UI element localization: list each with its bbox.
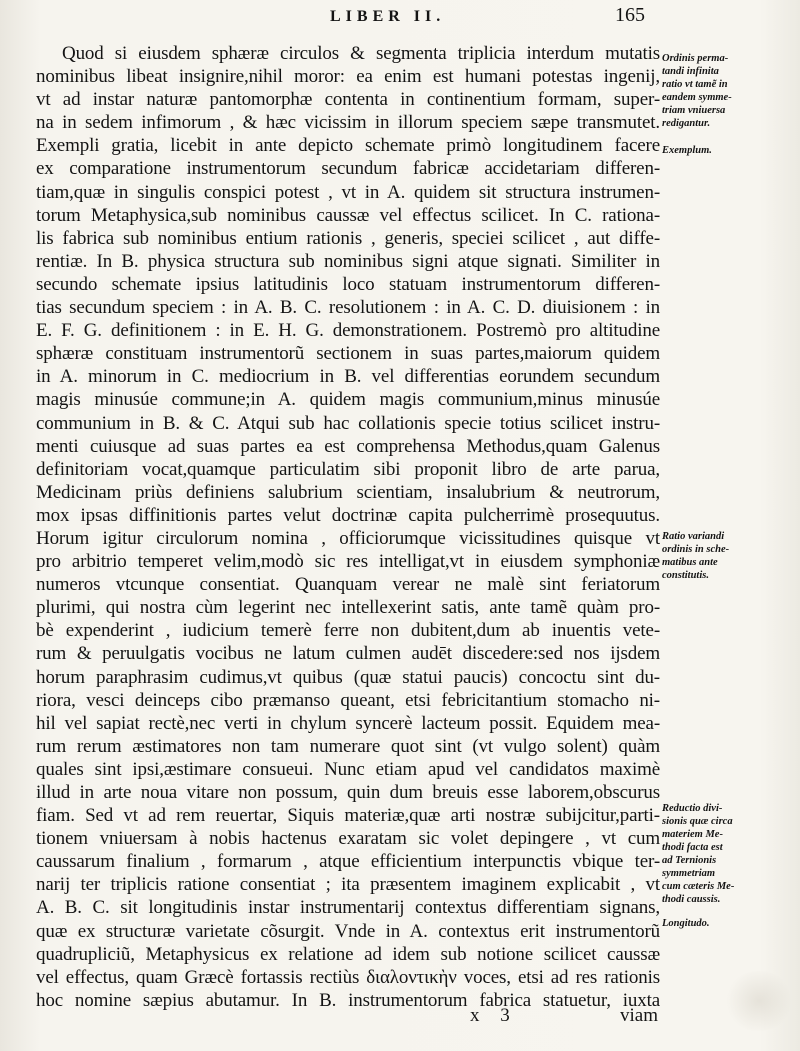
margin-note-line: triam vniuersa: [662, 105, 726, 116]
text-line: numeros vtcunque consentiat. Quanquam verear ne malè sint feriatorum: [36, 574, 660, 596]
margin-note-line: matibus ante: [662, 557, 718, 568]
margin-note-line: ad Ternionis: [662, 855, 717, 866]
text-line: rum & peruulgatis vocibus ne latum culmen audēt discedere:sed nos ijsdem: [36, 643, 660, 665]
text-line: Horum igitur circulorum nomina , officiorumque vicissitudines quisque vt: [36, 527, 660, 549]
text-line: secundo schemate ipsius latitudinis loco statuam instrumentorum differen-: [36, 273, 660, 295]
text-line: torum Metaphysica,sub nominibus caussæ vel effectus scilicet. In C. rationa-: [36, 204, 660, 226]
margin-note-line: thodi caussis.: [662, 894, 721, 905]
text-line: tionem vniuersam à nobis hactenus exaratam sic volet depingere , vt cum: [36, 828, 660, 850]
margin-note-line: Longitudo.: [662, 918, 710, 929]
paper-stain: [724, 971, 794, 1031]
text-line: rentiæ. In B. physica structura sub nominibus signi atque signati. Similiter in: [36, 250, 660, 272]
text-line: fiam. Sed vt ad rem reuertar, Siquis materiæ,quæ arti nostræ subijcitur,parti-: [36, 805, 660, 827]
text-line: plurimi, qui nostra cùm legerint nec intellexerint satis, ante tamẽ quàm pro-: [36, 597, 660, 619]
text-line: sphæræ constituam instrumentorũ sectionem in suas partes,maiorum quidem: [36, 343, 660, 365]
text-line: hoc nomine sæpius abutamur. In B. instrumentorum fabrica statuetur, iuxta: [36, 989, 660, 1011]
text-line: na in sedem infimorum , & hæc vicissim in illorum speciem sæpe transmutet.: [36, 112, 660, 134]
margin-note-line: Reductio divi-: [662, 803, 723, 814]
margin-note-line: eandem symme-: [662, 92, 732, 103]
text-line: Medicinam priùs definiens salubrium scientiam, insalubrium & neutrorum,: [36, 481, 660, 503]
text-line: pro arbitrio temperet velim,modò sic res intelligat,vt in eiusdem symphoniæ: [36, 551, 660, 573]
running-head: LIBER II.: [330, 8, 446, 25]
text-line: quæ ex structuræ varietate cõsurgit. Vnde in A. contextus erit instrumentorũ: [36, 920, 660, 942]
margin-note: [662, 917, 796, 930]
text-line: A. B. C. sit longitudinis instar instrumentarij contextus differentiam signans,: [36, 897, 660, 919]
margin-note-line: Ratio variandi: [662, 531, 725, 542]
main-text-block: [36, 42, 660, 1012]
text-line: mox ipsas diffinitionis partes velut doctrinæ capita pulcherrimè prosequutus.: [36, 504, 660, 526]
text-line: ex comparatione instrumentorum secundum fabricæ accidetariam differen-: [36, 158, 660, 180]
text-line: illud in arte noua vitare non possum, quin dum breuis esse laborem,obscurus: [36, 782, 660, 803]
margin-note-line: ratio vt tamẽ in: [662, 79, 728, 90]
margin-note-line: cum cæteris Me-: [662, 881, 735, 892]
text-line: communium in B. & C. Atqui sub hac collationis specie totius scilicet instru-: [36, 412, 660, 434]
text-line: riora, vesci deinceps cibo præmanso queant, etsi febricitantium stomacho ni-: [36, 689, 660, 711]
margin-note: [662, 52, 796, 130]
margin-note-line: materiem Me-: [662, 829, 723, 840]
text-line: in A. minorum in C. mediocrium in B. vel differentias eorundem secundum: [36, 366, 660, 388]
margin-note-line: thodi facta est: [662, 842, 723, 853]
margin-note-line: ordinis in sche-: [662, 544, 730, 555]
text-line: nominibus libeat insignire,nihil moror: ea enim est humani potestas ingenij,: [36, 66, 660, 88]
text-line: tias secundum speciem : in A. B. C. resolutionem : in A. C. D. diuisionem : in: [36, 297, 660, 319]
signature-mark: x 3: [470, 1005, 518, 1026]
margin-note-line: Ordinis perma-: [662, 53, 729, 64]
page-number: 165: [615, 4, 645, 26]
text-line: definitoriam vocat,quamque particulatim sibi proponit libro de arte parua,: [36, 458, 660, 480]
margin-note-line: constitutis.: [662, 570, 709, 581]
text-line: vel effectus, quam Græcè fortassis rectiùs διαλοντικὴν voces, etsi ad res rationis: [36, 966, 660, 988]
text-line: narij ter triplicis ratione consentiat ; ita præsentem imaginem explicabit , vt: [36, 874, 660, 896]
text-line: quadrupliciũ, Metaphysicus ex relatione ad idem sub notione scilicet caussæ: [36, 943, 660, 965]
text-line: hil vel sapiat rectè,nec verti in chylum syncerè lacteum possit. Equidem mea-: [36, 712, 660, 734]
text-line: Quod si eiusdem sphæræ circulos & segmenta triplicia interdum mutatis: [62, 43, 660, 64]
text-line: rum rerum æstimatores non tam numerare quot sint (vt vulgo solent) quàm: [36, 735, 660, 757]
margin-note-line: redigantur.: [662, 118, 711, 129]
text-line: lis fabrica sub nominibus entium rationis , generis, speciei scilicet , aut diffe-: [36, 227, 660, 249]
margin-note-line: tandi infinita: [662, 66, 719, 77]
page-header: [0, 2, 800, 42]
margin-note-line: Exemplum.: [662, 145, 712, 156]
margin-note: [662, 144, 796, 157]
margin-note: [662, 802, 796, 906]
text-line: magis minusúe commune;in A. quidem magis communium,minus minusúe: [36, 389, 660, 411]
text-line: E. F. G. definitionem : in E. H. G. demonstrationem. Postremò pro altitudine: [36, 320, 660, 342]
margin-note-line: symmetriam: [662, 868, 716, 879]
text-line: tiam,quæ in singulis conspici potest , vt in A. quidem sit structura instrumen-: [36, 181, 660, 203]
text-line: quales sint ipsi,æstimare consueui. Nunc etiam apud vel candidatos maximè: [36, 758, 660, 780]
text-line: Exempli gratia, licebit in ante depicto schemate primò longitudinem facere: [36, 135, 660, 157]
text-line: horum paraphrasim cudimus,vt quibus (quæ statui paucis) concoctu sint du-: [36, 666, 660, 688]
margin-note: [662, 530, 796, 582]
catchword: viam: [620, 1005, 658, 1026]
text-line: vt ad instar naturæ pantomorphæ contenta in continentium formam, super-: [36, 89, 660, 111]
text-line: caussarum finalium , formarum , atque efficientium interpunctis vbique ter-: [36, 851, 660, 873]
page-footer: [0, 1005, 800, 1045]
text-line: menti cuiusque ad suas partes ea est comprehensa Methodus,quam Galenus: [36, 435, 660, 457]
text-line: bè expenderint , iudicium temerè ferre non dubitent,dum ab inuentis vete-: [36, 620, 660, 642]
margin-note-line: sionis quæ circa: [662, 816, 733, 827]
